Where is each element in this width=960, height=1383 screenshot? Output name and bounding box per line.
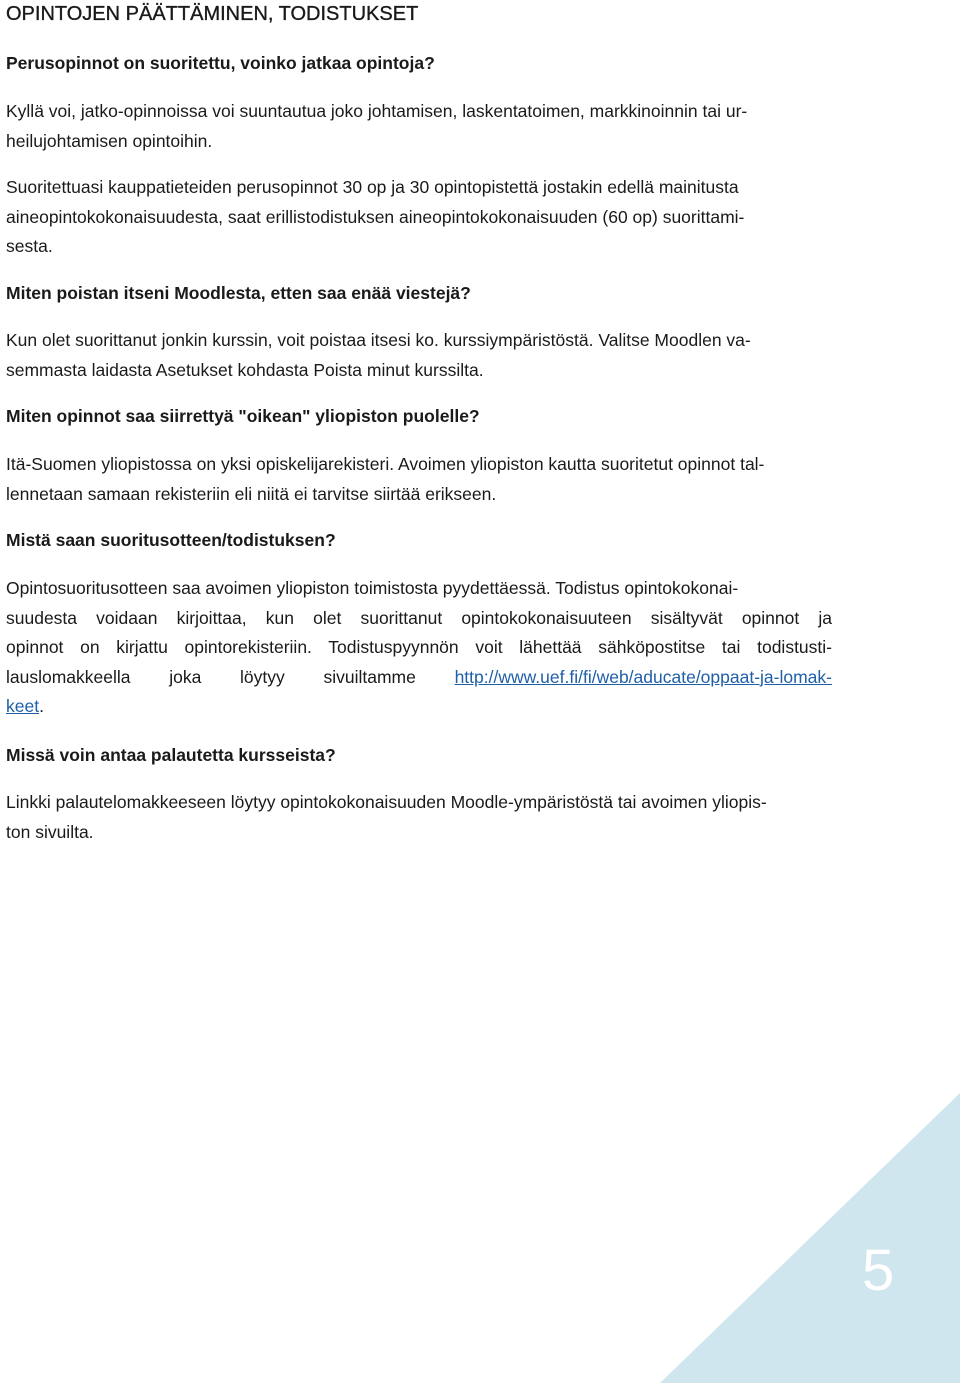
document-title: OPINTOJEN PÄÄTTÄMINEN, TODISTUKSET [6, 3, 419, 25]
faq-question-feedback: Missä voin antaa palautetta kursseista? [6, 745, 336, 765]
text-line: Suoritettuasi kauppatieteiden perusopinnot 30 op ja 30 opintopistettä jostakin edellä mainitusta [6, 177, 739, 197]
text-line: opinnot on kirjattu opintorekisteriin. Todistuspyynnön voit lähettää sähköpostitse tai todistusti- [6, 637, 832, 657]
text-line: Kyllä voi, jatko-opinnoissa voi suuntautua joko johtamisen, laskentatoimen, markkinoinnin tai ur- [6, 101, 748, 121]
faq-answer-continue-studies-2 [6, 173, 866, 262]
forms-page-link[interactable]: http://www.uef.fi/fi/web/aducate/oppaat-ja-lomak- [454, 666, 832, 687]
text-line: sesta. [6, 236, 53, 256]
text-line: lennetaan samaan rekisteriin eli niitä ei tarvitse siirtää erikseen. [6, 483, 497, 504]
faq-answer-transcript [6, 574, 832, 722]
text-segment: lauslomakkeella joka löytyy sivuiltamme [6, 666, 416, 687]
faq-answer-feedback [6, 788, 866, 847]
faq-question-remove-moodle: Miten poistan itseni Moodlesta, etten saa enää viestejä? [6, 283, 471, 303]
faq-answer-transfer-studies [6, 450, 866, 509]
text-line: Opintosuoritusotteen saa avoimen yliopiston toimistosta pyydettäessä. Todistus opintokokonai- [6, 578, 739, 598]
faq-question-transfer-studies: Miten opinnot saa siirrettyä "oikean" yliopiston puolelle? [6, 406, 480, 426]
text-line [6, 692, 832, 722]
text-line: aineopintokokonaisuudesta, saat erillistodistuksen aineopintokokonaisuuden (60 op) suorittami- [6, 206, 745, 227]
faq-question-transcript: Mistä saan suoritusotteen/todistuksen? [6, 530, 336, 550]
faq-answer-continue-studies-1 [6, 97, 866, 156]
decorative-corner-triangle [660, 1093, 960, 1383]
text-line-with-link [6, 663, 832, 693]
text-segment: . [39, 696, 44, 716]
text-line: semmasta laidasta Asetukset kohdasta Poista minut kurssilta. [6, 359, 484, 380]
text-line: Itä-Suomen yliopistossa on yksi opiskelijarekisteri. Avoimen yliopiston kautta suoritetut opinnot tal- [6, 454, 765, 474]
text-line: suudesta voidaan kirjoittaa, kun olet suorittanut opintokokonaisuuteen sisältyvät opinnot ja [6, 607, 832, 628]
corner-triangle-shape [660, 1093, 960, 1383]
page-number: 5 [862, 1238, 895, 1303]
faq-answer-remove-moodle [6, 326, 866, 385]
text-line: Linkki palautelomakkeeseen löytyy opintokokonaisuuden Moodle-ympäristöstä tai avoimen yliopis- [6, 792, 767, 812]
faq-question-continue-studies: Perusopinnot on suoritettu, voinko jatkaa opintoja? [6, 53, 435, 73]
forms-page-link-continued[interactable]: keet [6, 696, 40, 716]
text-line: Kun olet suorittanut jonkin kurssin, voit poistaa itsesi ko. kurssiympäristöstä. Valitse Moodlen va- [6, 330, 751, 350]
text-line: heilujohtamisen opintoihin. [6, 130, 213, 151]
text-line: ton sivuilta. [6, 821, 94, 842]
